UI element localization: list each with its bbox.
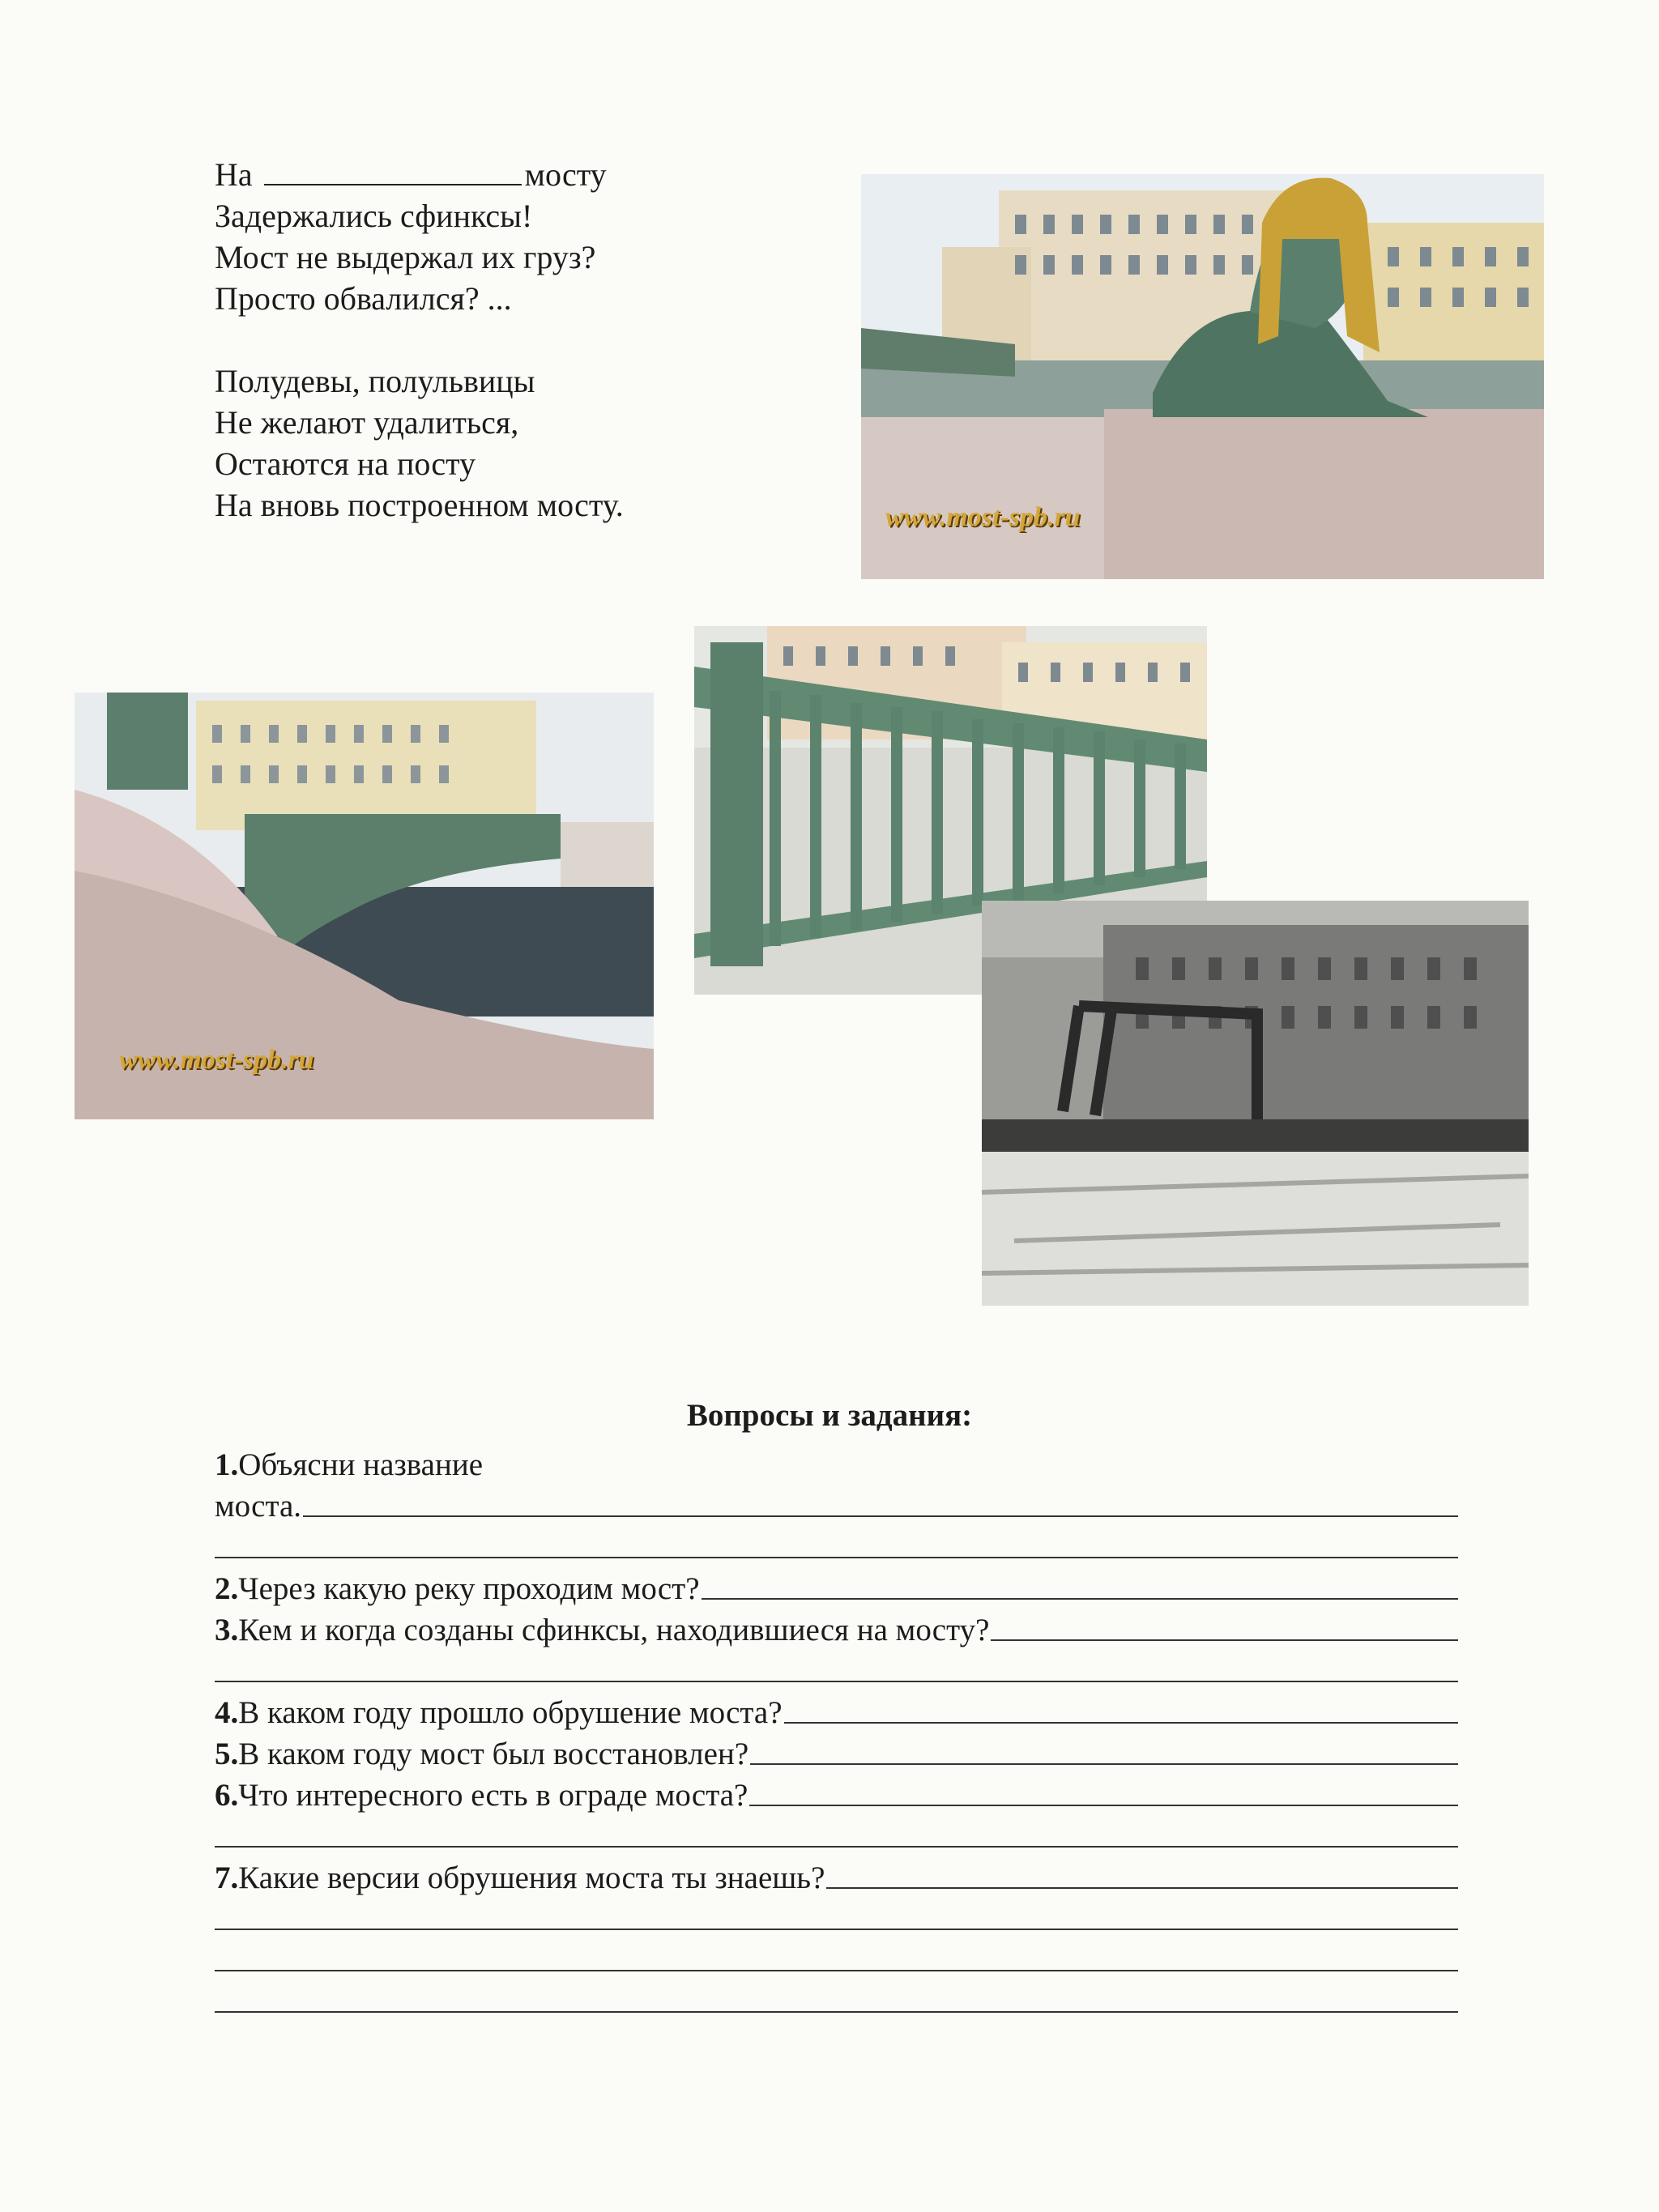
poem-line-3: Мост не выдержал их груз? xyxy=(215,239,596,275)
question-number: 7. xyxy=(215,1860,239,1895)
answer-line[interactable] xyxy=(215,1846,1458,1848)
question-text: Какие версии обрушения моста ты знаешь? xyxy=(238,1860,825,1895)
poem-blank xyxy=(264,155,522,185)
answer-row xyxy=(215,1524,1458,1566)
answer-line[interactable] xyxy=(826,1887,1458,1889)
question-3 xyxy=(215,1607,1458,1648)
question-number: 3. xyxy=(215,1613,239,1647)
question-number: 5. xyxy=(215,1737,239,1771)
poem-line-7: Остаются на посту xyxy=(215,445,476,482)
answer-line[interactable] xyxy=(303,1515,1458,1517)
question-number: 6. xyxy=(215,1778,239,1813)
question-7 xyxy=(215,1855,1458,1896)
question-text: В каком году прошло обрушение моста? xyxy=(238,1695,783,1730)
bridge-photo xyxy=(75,693,654,1119)
answer-line[interactable] xyxy=(215,1557,1458,1558)
question-text: Что интересного есть в ограде моста? xyxy=(238,1778,748,1813)
poem-line-4: Просто обвалился? ... xyxy=(215,280,512,317)
answer-row xyxy=(215,1896,1458,1937)
poem-line-1: На мосту xyxy=(215,156,607,193)
poem-line-8: На вновь построенном мосту. xyxy=(215,487,624,523)
poem-line-5: Полудевы, полульвицы xyxy=(215,363,535,399)
answer-row xyxy=(215,1648,1458,1690)
questions-title: Вопросы и задания: xyxy=(686,1398,973,1433)
question-4 xyxy=(215,1690,1458,1731)
answer-line[interactable] xyxy=(215,1681,1458,1682)
question-1-continued xyxy=(215,1483,1458,1524)
answer-line[interactable] xyxy=(215,1929,1458,1930)
answer-line[interactable] xyxy=(750,1763,1458,1765)
question-text: Кем и когда созданы сфинксы, находившиеся на мосту? xyxy=(238,1613,990,1647)
poem-line-6: Не желают удалиться, xyxy=(215,404,519,441)
stanza-gap xyxy=(215,319,624,360)
answer-row xyxy=(215,1979,1458,2020)
answer-line[interactable] xyxy=(749,1805,1458,1806)
poem xyxy=(215,154,624,526)
question-text: моста. xyxy=(215,1489,302,1524)
questions-list xyxy=(215,1442,1458,2020)
poem-line-2: Задержались сфинксы! xyxy=(215,198,533,234)
question-6 xyxy=(215,1772,1458,1813)
question-number: 4. xyxy=(215,1695,239,1730)
answer-line[interactable] xyxy=(784,1722,1458,1724)
answer-row xyxy=(215,1813,1458,1855)
answer-line[interactable] xyxy=(991,1639,1458,1641)
answer-line[interactable] xyxy=(215,1970,1458,1971)
question-text: Объясни название xyxy=(238,1447,484,1482)
sphinx-photo xyxy=(861,174,1544,579)
question-text: В каком году мост был восстановлен? xyxy=(238,1737,749,1771)
watermark: www.most-spb.ru xyxy=(885,502,1081,532)
question-5 xyxy=(215,1731,1458,1772)
question-2 xyxy=(215,1566,1458,1607)
answer-line[interactable] xyxy=(215,2011,1458,2013)
question-number: 1. xyxy=(215,1447,239,1482)
answer-line[interactable] xyxy=(702,1598,1458,1600)
watermark: www.most-spb.ru xyxy=(119,1045,314,1075)
question-1 xyxy=(215,1442,1458,1483)
question-text: Через какую реку проходим мост? xyxy=(238,1571,700,1606)
answer-row xyxy=(215,1937,1458,1979)
question-number: 2. xyxy=(215,1571,239,1606)
collapse-photo xyxy=(982,901,1529,1306)
